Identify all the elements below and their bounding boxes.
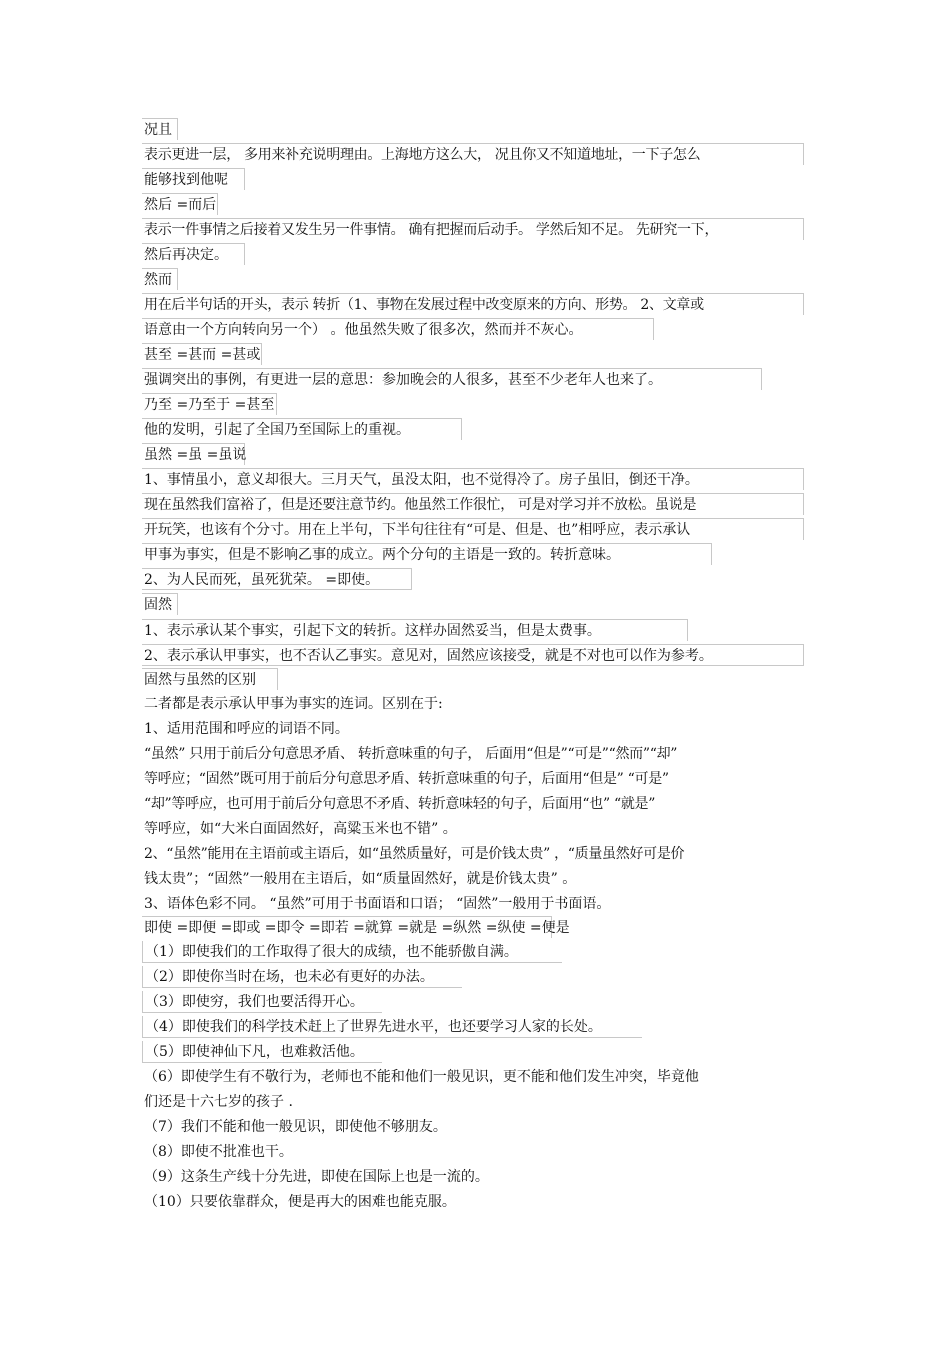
text-line: 3、语体色彩不同。 “虽然”可用于书面语和口语； “固然”一般用于书面语。 bbox=[144, 896, 611, 912]
text-line: 然后再决定。 bbox=[142, 243, 245, 265]
text-line: 表示一件事情之后接着又发生另一件事情。 确有把握而后动手。 学然后知不足。 先研究一下， bbox=[142, 218, 804, 240]
example-8: （8）即使不批准也干。 bbox=[144, 1144, 293, 1160]
text-line: 2、“虽然”能用在主语前或主语后，如“虽然质量好，可是价钱太贵” ，“质量虽然好可是价 bbox=[144, 846, 685, 862]
example-3: （3）即使穷，我们也要活得开心。 bbox=[142, 991, 382, 1013]
heading-difference: 固然与虽然的区别 bbox=[142, 668, 278, 690]
text-line: 1、表示承认某个事实，引起下文的转折。这样办固然妥当，但是太费事。 bbox=[142, 619, 688, 641]
text-line: 表示更进一层， 多用来补充说明理由。上海地方这么大， 况且你又不知道地址，一下子怎么 bbox=[142, 143, 804, 165]
text-line: “虽然” 只用于前后分句意思矛盾、 转折意味重的句子， 后面用“但是”“可是”“然而”“却” bbox=[144, 746, 678, 762]
text-line: 用在后半句话的开头，表示 转折（1、事物在发展过程中改变原来的方向、形势。 2、文章或 bbox=[142, 293, 804, 315]
text-line: 1、适用范围和呼应的词语不同。 bbox=[144, 721, 349, 737]
heading-kuangqie: 况且 bbox=[142, 118, 178, 140]
heading-guran: 固然 bbox=[142, 593, 178, 615]
text-line: 开玩笑，也该有个分寸。用在上半句，下半句往往有“可是、但是、也”相呼应，表示承认 bbox=[142, 518, 804, 540]
example-1: （1）即使我们的工作取得了很大的成绩，也不能骄傲自满。 bbox=[142, 941, 562, 963]
heading-raner: 然而 bbox=[142, 268, 178, 290]
example-9: （9）这条生产线十分先进，即使在国际上也是一流的。 bbox=[144, 1169, 489, 1185]
text-line: 能够找到他呢 bbox=[142, 168, 245, 190]
text-line: 语意由一个方向转向另一个） 。他虽然失败了很多次，然而并不灰心。 bbox=[142, 318, 654, 340]
example-6-cont: 们还是十六七岁的孩子 . bbox=[144, 1094, 293, 1110]
example-10: （10）只要依靠群众，便是再大的困难也能克服。 bbox=[144, 1194, 456, 1210]
example-7: （7）我们不能和他一般见识，即使他不够朋友。 bbox=[144, 1119, 447, 1135]
text-line: 等呼应，如“大米白面固然好，高粱玉米也不错” 。 bbox=[144, 821, 457, 837]
text-line: 强调突出的事例，有更进一层的意思：参加晚会的人很多，甚至不少老年人也来了。 bbox=[142, 368, 762, 390]
text-line: 1、事情虽小，意义却很大。三月天气，虽没太阳，也不觉得冷了。房子虽旧，倒还干净。 bbox=[142, 468, 804, 490]
text-line: 钱太贵”；“固然”一般用在主语后，如“质量固然好，就是价钱太贵” 。 bbox=[144, 871, 577, 887]
heading-naizhi: 乃至 =乃至于 =甚至 bbox=[142, 393, 277, 415]
example-4: （4）即使我们的科学技术赶上了世界先进水平，也还要学习人家的长处。 bbox=[142, 1016, 642, 1038]
text-line: 二者都是表示承认甲事为事实的连词。区别在于: bbox=[144, 696, 443, 712]
example-2: （2）即使你当时在场，也未必有更好的办法。 bbox=[142, 966, 462, 988]
text-line: 2、表示承认甲事实，也不否认乙事实。意见对，固然应该接受，就是不对也可以作为参考。 bbox=[142, 644, 804, 666]
text-line: “却”等呼应，也可用于前后分句意思不矛盾、转折意味轻的句子，后面用“也” “就是” bbox=[144, 796, 656, 812]
text-line: 现在虽然我们富裕了，但是还要注意节约。他虽然工作很忙， 可是对学习并不放松。虽说是 bbox=[142, 493, 804, 515]
text-line: 等呼应；“固然”既可用于前后分句意思矛盾、转折意味重的句子，后面用“但是” “可是” bbox=[144, 771, 669, 787]
text-line: 他的发明，引起了全国乃至国际上的重视。 bbox=[142, 418, 462, 440]
text-line: 甲事为事实，但是不影响乙事的成立。两个分句的主语是一致的。转折意味。 bbox=[142, 543, 712, 565]
heading-suiran: 虽然 =虽 =虽说 bbox=[142, 443, 245, 465]
heading-shenzhi: 甚至 =甚而 =甚或 bbox=[142, 343, 262, 365]
text-line: 2、为人民而死，虽死犹荣。 =即使。 bbox=[142, 568, 412, 590]
heading-jishi: 即使 =即便 =即或 =即令 =即若 =就算 =就是 =纵然 =纵使 =便是 bbox=[142, 916, 552, 938]
example-5: （5）即使神仙下凡，也难救活他。 bbox=[142, 1041, 382, 1063]
heading-ranhou: 然后 =而后 bbox=[142, 193, 218, 215]
example-6: （6）即使学生有不敬行为，老师也不能和他们一般见识，更不能和他们发生冲突，毕竟他 bbox=[144, 1069, 699, 1085]
